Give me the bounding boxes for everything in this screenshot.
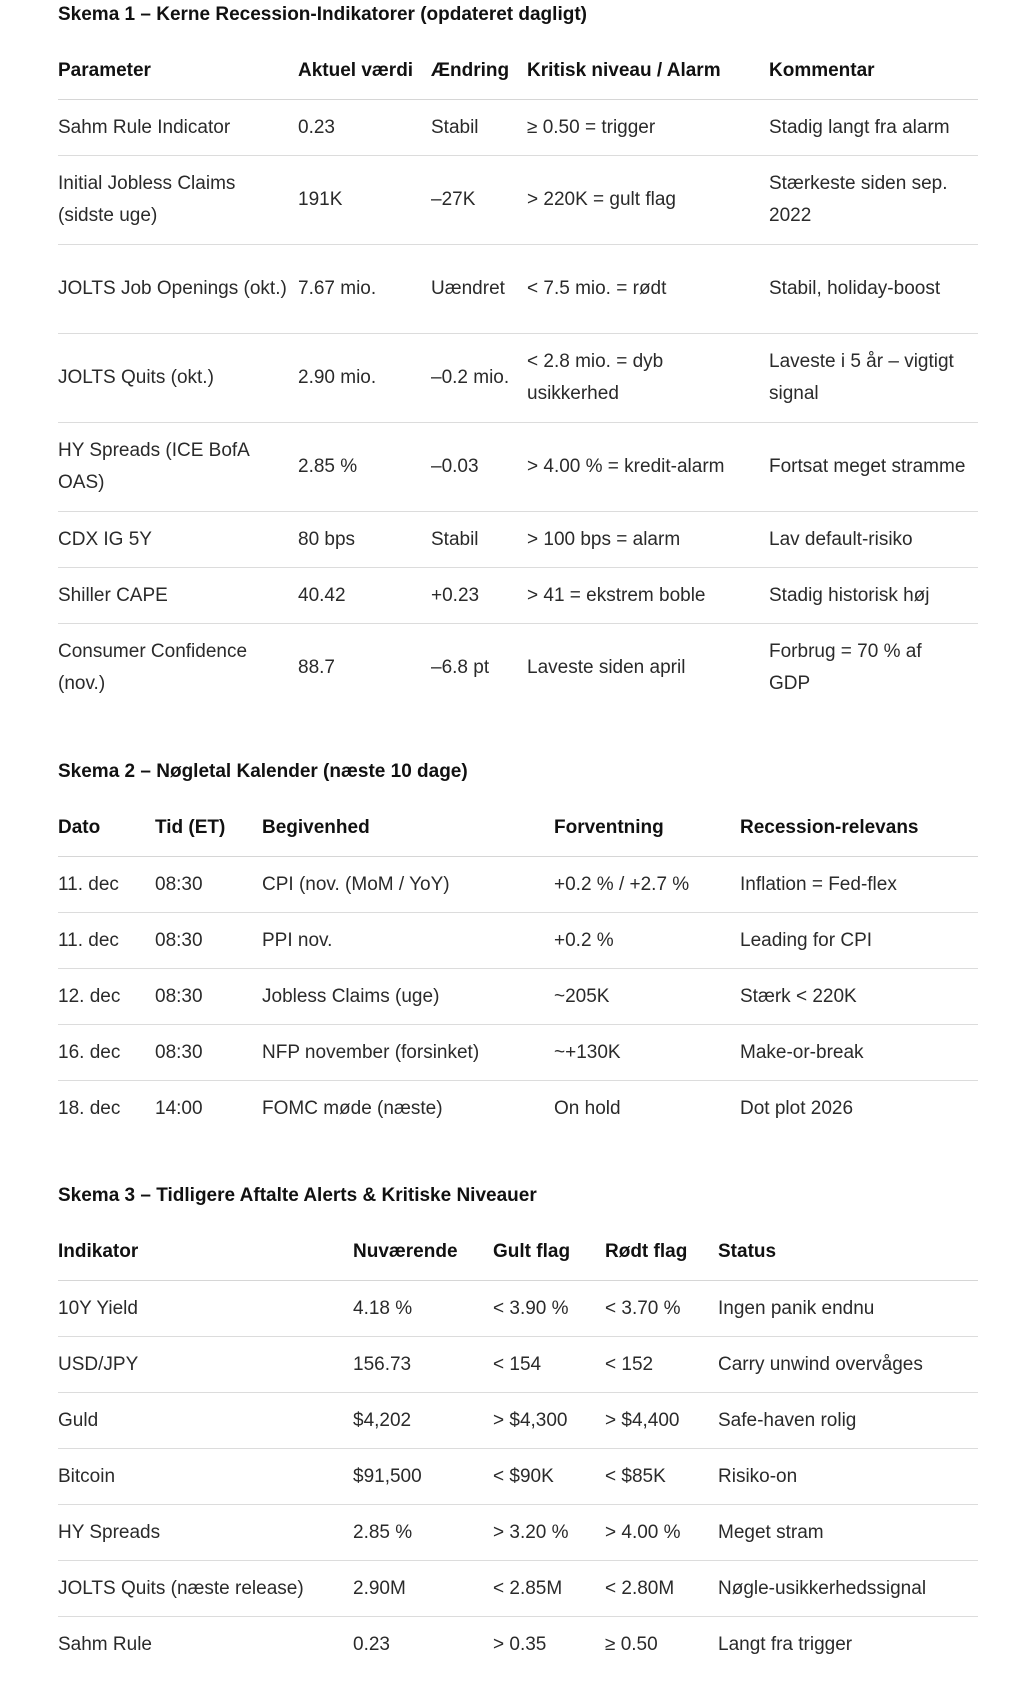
table-cell: 2.90 mio. [298, 334, 431, 423]
table-cell: –27K [431, 156, 527, 245]
schema-2-table [58, 800, 978, 1137]
table-cell: Make-or-break [740, 1025, 978, 1081]
table-cell: > 100 bps = alarm [527, 512, 769, 568]
table-cell: < 3.70 % [605, 1281, 718, 1337]
schema-1-section [58, 3, 978, 713]
table-cell: 08:30 [155, 969, 262, 1025]
table-cell: 08:30 [155, 1025, 262, 1081]
table-cell: ~+130K [554, 1025, 740, 1081]
table-cell: Jobless Claims (uge) [262, 969, 554, 1025]
table-cell: 7.67 mio. [298, 245, 431, 334]
table-cell: 10Y Yield [58, 1281, 353, 1337]
table-cell: Sahm Rule [58, 1633, 152, 1655]
table-cell: < 2.85M [493, 1561, 605, 1617]
table-row [58, 1337, 978, 1393]
table-row [58, 156, 978, 245]
table-cell: +0.23 [431, 568, 527, 624]
table-cell: 08:30 [155, 913, 262, 969]
table-cell: Laveste i 5 år – vigtigt signal [769, 334, 978, 423]
table-cell: Stadig langt fra alarm [769, 100, 978, 156]
table-cell: HY Spreads (ICE BofA OAS) [58, 423, 298, 512]
table-cell: 156.73 [353, 1337, 493, 1393]
table-row [58, 1281, 978, 1337]
table-cell: JOLTS Quits (næste release) [58, 1561, 353, 1617]
schema-3-table [58, 1224, 978, 1673]
table-cell: < 3.90 % [493, 1281, 605, 1337]
table-cell: 191K [298, 156, 431, 245]
column-header: Kritisk niveau / Alarm [527, 43, 769, 100]
column-header: Begivenhed [262, 800, 554, 857]
table-cell: –6.8 pt [431, 657, 490, 679]
table-cell: Stærk < 220K [740, 969, 978, 1025]
table-header-row [58, 1224, 978, 1281]
table-cell: ≥ 0.50 = trigger [527, 100, 769, 156]
schema-3-section [58, 1184, 978, 1673]
table-cell: Meget stram [718, 1505, 978, 1561]
table-cell: Sahm Rule Indicator [58, 100, 298, 156]
table-row [58, 423, 978, 512]
table-cell: Stabil [431, 512, 527, 568]
table-cell: 12. dec [58, 969, 155, 1025]
table-row [58, 1449, 978, 1505]
table-cell: NFP november (forsinket) [262, 1025, 554, 1081]
table-cell: 2.85 % [353, 1505, 493, 1561]
table-cell: Stabil, holiday-boost [769, 245, 978, 334]
table-header-row [58, 800, 978, 857]
table-header-row [58, 43, 978, 100]
table-cell: –0.2 mio. [431, 334, 527, 423]
table-cell: Carry unwind overvåges [718, 1337, 978, 1393]
table-cell: Safe-haven rolig [718, 1393, 978, 1449]
column-header: Dato [58, 800, 155, 857]
table-row [58, 568, 978, 624]
table-row [58, 1505, 978, 1561]
table-cell: Stabil [431, 100, 527, 156]
table-cell: Stærkeste siden sep. 2022 [769, 156, 978, 245]
column-header: Nuværende [353, 1224, 493, 1281]
table-cell: > 220K = gult flag [527, 156, 769, 245]
table-cell: > $4,300 [493, 1393, 605, 1449]
table-cell: > 4.00 % [605, 1505, 718, 1561]
table-cell: < 2.8 mio. = dyb usikkerhed [527, 334, 769, 423]
table-cell: $91,500 [353, 1449, 493, 1505]
table-cell: 18. dec [58, 1097, 121, 1119]
column-header: Status [718, 1224, 978, 1281]
table-cell: > $4,400 [605, 1393, 718, 1449]
table-cell: Stadig historisk høj [769, 568, 978, 624]
table-cell: 2.85 % [298, 423, 431, 512]
table-cell: Bitcoin [58, 1449, 353, 1505]
column-header: Tid (ET) [155, 800, 262, 857]
table-cell: Initial Jobless Claims (sidste uge) [58, 156, 298, 245]
schema-1-title: Skema 1 – Kerne Recession-Indikatorer (opdateret dagligt) [58, 4, 587, 25]
table-cell: +0.2 % / +2.7 % [554, 857, 740, 913]
table-row [58, 512, 978, 568]
table-cell: USD/JPY [58, 1337, 353, 1393]
table-row [58, 1617, 978, 1673]
table-cell: Uændret [431, 245, 527, 334]
table-cell: +0.2 % [554, 913, 740, 969]
table-cell: Guld [58, 1393, 353, 1449]
table-row [58, 1081, 978, 1137]
table-cell: Dot plot 2026 [740, 1097, 854, 1119]
table-cell: Shiller CAPE [58, 568, 298, 624]
table-cell: 11. dec [58, 857, 155, 913]
schema-2-title: Skema 2 – Nøgletal Kalender (næste 10 dage) [58, 761, 468, 782]
table-cell: 16. dec [58, 1025, 155, 1081]
column-header: Kommentar [769, 43, 978, 100]
table-cell: > 41 = ekstrem boble [527, 568, 769, 624]
table-cell: CPI (nov. (MoM / YoY) [262, 857, 554, 913]
table-cell: < $85K [605, 1449, 718, 1505]
table-cell: Forbrug = 70 % af GDP [769, 641, 922, 695]
table-row [58, 624, 978, 713]
table-cell: PPI nov. [262, 913, 554, 969]
table-row [58, 913, 978, 969]
table-row [58, 969, 978, 1025]
table-cell: Langt fra trigger [718, 1633, 853, 1655]
column-header: Parameter [58, 43, 298, 100]
column-header: Recession-relevans [740, 800, 978, 857]
table-cell: Nøgle-usikkerhedssignal [718, 1561, 978, 1617]
column-header: Ændring [431, 43, 527, 100]
table-row [58, 857, 978, 913]
table-cell: 80 bps [298, 512, 431, 568]
table-cell: Risiko-on [718, 1449, 978, 1505]
table-cell: < 154 [493, 1337, 605, 1393]
table-row [58, 334, 978, 423]
table-cell: Leading for CPI [740, 913, 978, 969]
table-row [58, 1561, 978, 1617]
table-cell: FOMC møde (næste) [262, 1097, 443, 1119]
table-cell: 4.18 % [353, 1281, 493, 1337]
table-cell: 0.23 [298, 100, 431, 156]
table-cell: ≥ 0.50 [605, 1633, 658, 1655]
table-cell: Inflation = Fed-flex [740, 857, 978, 913]
table-cell: Consumer Confidence (nov.) [58, 641, 248, 695]
table-cell: –0.03 [431, 423, 527, 512]
column-header: Indikator [58, 1224, 353, 1281]
table-cell: HY Spreads [58, 1505, 353, 1561]
schema-3-title: Skema 3 – Tidligere Aftalte Alerts & Kritiske Niveauer [58, 1185, 537, 1206]
table-cell: 08:30 [155, 857, 262, 913]
table-cell: 11. dec [58, 913, 155, 969]
table-cell: 40.42 [298, 568, 431, 624]
table-row [58, 100, 978, 156]
table-cell: 2.90M [353, 1561, 493, 1617]
table-cell: Laveste siden april [527, 657, 686, 679]
table-cell: JOLTS Quits (okt.) [58, 334, 298, 423]
table-cell: On hold [554, 1097, 621, 1119]
table-row [58, 1025, 978, 1081]
table-row [58, 1393, 978, 1449]
column-header: Rødt flag [605, 1224, 718, 1281]
table-cell: $4,202 [353, 1393, 493, 1449]
table-row [58, 245, 978, 334]
column-header: Forventning [554, 800, 740, 857]
table-cell: < 152 [605, 1337, 718, 1393]
table-cell: > 3.20 % [493, 1505, 605, 1561]
column-header: Gult flag [493, 1224, 605, 1281]
table-cell: Lav default-risiko [769, 512, 978, 568]
table-cell: JOLTS Job Openings (okt.) [58, 245, 298, 334]
table-cell: > 0.35 [493, 1633, 547, 1655]
table-cell: < 2.80M [605, 1561, 718, 1617]
table-cell: Ingen panik endnu [718, 1281, 978, 1337]
table-cell: 14:00 [155, 1097, 203, 1119]
table-cell: < 7.5 mio. = rødt [527, 245, 769, 334]
column-header: Aktuel værdi [298, 43, 431, 100]
table-cell: 88.7 [298, 657, 335, 679]
table-cell: > 4.00 % = kredit-alarm [527, 423, 769, 512]
table-cell: < $90K [493, 1449, 605, 1505]
table-cell: ~205K [554, 969, 740, 1025]
table-cell: CDX IG 5Y [58, 512, 298, 568]
schema-2-section [58, 760, 978, 1137]
schema-1-table [58, 43, 978, 713]
table-cell: 0.23 [353, 1633, 390, 1655]
table-cell: Fortsat meget stramme [769, 423, 978, 512]
